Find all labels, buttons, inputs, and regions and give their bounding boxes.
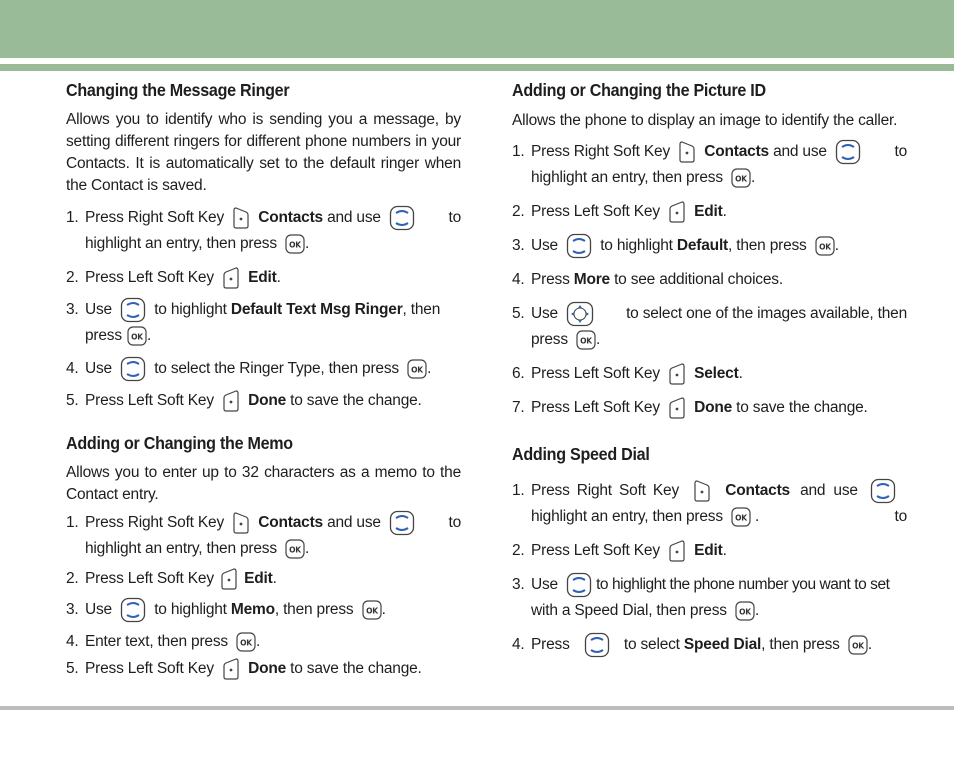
step-text: Use: [85, 360, 112, 378]
navigation-key-icon: [389, 510, 415, 536]
step-4: [66, 629, 461, 654]
step-text: .: [867, 636, 872, 654]
svg-text:OK: OK: [131, 332, 143, 342]
navigation-key-icon: [566, 233, 592, 259]
step-text: Press: [531, 636, 570, 654]
step-text: .: [427, 360, 432, 378]
step-number: 3.: [66, 301, 79, 318]
step-text: highlight an entry, then press: [85, 540, 277, 557]
navigation-key-icon: [120, 356, 146, 382]
section-memo: [66, 433, 461, 681]
soft-key-icon: [668, 539, 686, 563]
step-2: [512, 199, 907, 224]
step-text: to: [894, 143, 907, 160]
step-number: 1.: [66, 514, 79, 531]
svg-text:OK: OK: [735, 174, 747, 184]
step-text: Press Left Soft Key: [85, 570, 214, 587]
step-bold: Memo: [230, 601, 275, 619]
step-text: .: [834, 237, 839, 255]
step-text: Use: [85, 601, 112, 619]
soft-key-icon: [232, 206, 250, 230]
step-number: 3.: [512, 237, 525, 254]
section-picture-id: [512, 80, 907, 420]
step-text: Press Left Soft Key: [85, 660, 214, 677]
step-bold: Default Text Msg Ringer: [230, 301, 403, 319]
step-text: .: [147, 327, 152, 344]
ok-key-icon: [815, 236, 835, 256]
step-text: Enter text, then press: [85, 633, 228, 650]
navigation-key-icon: [870, 478, 896, 504]
step-bold: Select: [694, 365, 739, 382]
step-text: to save the change.: [290, 660, 422, 677]
step-text: to select the Ringer Type, then press: [154, 360, 399, 378]
step-text: .: [305, 540, 310, 557]
step-text: Press Left Soft Key: [85, 392, 214, 409]
step-number: 4.: [66, 633, 79, 650]
step-text: .: [256, 633, 261, 650]
ok-key-icon: [285, 234, 305, 254]
step-text: press: [85, 327, 122, 344]
step-text: , then: [402, 301, 441, 319]
soft-key-icon: [222, 389, 240, 413]
step-text: .: [754, 602, 760, 619]
step-text: Press Left Soft Key: [531, 542, 660, 559]
step-text: highlight an entry, then press: [531, 508, 723, 525]
step-text: Press Right Soft Key: [531, 143, 671, 161]
navigation-key-icon: [566, 572, 592, 598]
svg-text:OK: OK: [739, 607, 751, 617]
step-1: [66, 510, 461, 561]
step-bold: Contacts: [258, 514, 323, 532]
ok-key-icon: [127, 326, 147, 346]
ok-key-icon: [735, 601, 755, 621]
step-3: [66, 297, 461, 348]
section-intro: Allows the phone to display an image to identify the caller.: [512, 112, 898, 129]
step-number: 2.: [512, 542, 525, 559]
step-2: [66, 566, 461, 591]
step-text: to highlight the phone number you want to set: [596, 576, 890, 594]
step-5: [66, 388, 461, 413]
step-bold: Done: [248, 660, 287, 677]
step-text: .: [596, 331, 601, 348]
svg-text:OK: OK: [289, 545, 301, 555]
step-bold: Done: [694, 399, 733, 416]
step-text: highlight an entry, then press: [531, 169, 723, 186]
step-text: to save the change.: [290, 392, 422, 409]
step-bold: Contacts: [258, 209, 323, 227]
step-number: 6.: [512, 365, 525, 382]
section-title: Adding Speed Dial: [512, 444, 650, 464]
step-number: 5.: [66, 392, 79, 409]
step-text: to highlight: [600, 237, 673, 255]
svg-text:OK: OK: [735, 513, 747, 523]
step-text: to highlight: [154, 601, 227, 619]
step-bold: Done: [248, 392, 287, 409]
step-text: and use: [327, 209, 381, 227]
step-text: to highlight: [154, 301, 227, 319]
step-number: 3.: [66, 601, 79, 618]
section-title: Adding or Changing the Memo: [66, 433, 293, 453]
step-bold: More: [573, 271, 610, 288]
step-7: [512, 395, 907, 420]
soft-key-icon: [222, 266, 240, 290]
step-text: Press Right Soft Key: [85, 514, 225, 532]
step-text: to see additional choices.: [614, 271, 783, 288]
step-number: 7.: [512, 399, 525, 416]
step-5: [512, 301, 907, 352]
step-1: [512, 478, 907, 529]
step-text: .: [276, 269, 281, 286]
step-text: .: [722, 203, 727, 220]
step-3: [66, 597, 461, 623]
step-6: [512, 361, 907, 386]
step-text: Use: [85, 301, 112, 319]
section-title: Adding or Changing the Picture ID: [512, 80, 766, 100]
step-text: .: [305, 235, 310, 252]
step-4: [66, 356, 461, 382]
step-text: .: [755, 508, 760, 525]
step-bold: Edit: [244, 570, 273, 587]
step-4: [512, 632, 907, 658]
step-text: to select: [623, 636, 680, 654]
step-number: 3.: [512, 576, 525, 593]
step-1: [66, 205, 461, 256]
svg-text:OK: OK: [365, 606, 378, 616]
step-text: Press Right Soft Key: [85, 209, 225, 227]
step-2: [66, 265, 461, 290]
svg-text:OK: OK: [411, 365, 423, 375]
svg-text:OK: OK: [580, 336, 592, 346]
step-bold: Edit: [248, 269, 277, 286]
step-text: Press Right Soft Key: [531, 482, 680, 500]
soft-key-icon: [668, 396, 686, 420]
soft-key-icon: [232, 511, 250, 535]
step-1: [512, 139, 907, 190]
step-text: .: [751, 169, 756, 186]
navigation-key-icon: [120, 297, 146, 323]
step-text: with a Speed Dial, then press: [531, 602, 727, 619]
step-number: 5.: [66, 660, 79, 677]
ok-key-icon: [731, 168, 751, 188]
step-text: .: [381, 601, 386, 619]
step-text: , then press: [728, 237, 807, 255]
step-bold: Contacts: [704, 143, 769, 161]
section-message-ringer: [66, 80, 461, 413]
soft-key-icon: [693, 479, 711, 503]
step-text: to: [448, 514, 461, 531]
step-number: 2.: [66, 570, 79, 587]
ok-key-icon: [731, 507, 751, 527]
section-intro: Allows you to identify who is sending you a message, by setting different ringers for different phone numbers in your Contacts. It is automatically set to the default ringer when the Contact is saved.: [66, 111, 461, 194]
section-intro: Allows you to enter up to 32 characters as a memo to the Contact entry.: [66, 464, 461, 503]
step-text: highlight an entry, then press: [85, 235, 277, 252]
soft-key-icon: [668, 362, 686, 386]
navigation-key-icon: [835, 139, 861, 165]
step-text: , then press: [274, 601, 354, 619]
footer-rule: [0, 706, 954, 710]
ok-key-icon: [236, 632, 256, 652]
step-text: to select one of the images available, then: [626, 305, 907, 322]
step-text: Press: [531, 271, 570, 288]
step-text: to: [448, 209, 461, 226]
step-number: 4.: [66, 360, 79, 377]
navigation-key-icon: [389, 205, 415, 231]
svg-text:OK: OK: [240, 638, 252, 648]
navigation-key-icon: [584, 632, 610, 658]
step-number: 2.: [512, 203, 525, 220]
svg-text:OK: OK: [289, 240, 301, 250]
navigation-key-icon: [120, 597, 146, 623]
step-text: .: [272, 570, 277, 587]
soft-key-icon: [678, 140, 696, 164]
soft-key-icon: [668, 200, 686, 224]
step-text: and use: [327, 514, 381, 532]
svg-text:OK: OK: [851, 641, 864, 651]
step-number: 1.: [66, 209, 79, 226]
step-text: Press Left Soft Key: [531, 365, 660, 382]
step-text: Use: [531, 237, 558, 255]
step-bold: Edit: [694, 203, 723, 220]
step-number: 4.: [512, 636, 525, 653]
ok-key-icon: [362, 600, 382, 620]
step-text: Use: [531, 576, 558, 594]
step-2: [512, 538, 907, 563]
step-number: 2.: [66, 269, 79, 286]
step-number: 1.: [512, 482, 525, 499]
header-band: [0, 0, 954, 58]
step-number: 1.: [512, 143, 525, 160]
step-text: , then press: [761, 636, 840, 654]
step-text: .: [738, 365, 743, 382]
step-5: [66, 656, 461, 681]
ok-key-icon: [285, 539, 305, 559]
step-number: 5.: [512, 305, 525, 322]
ok-key-icon: [407, 359, 427, 379]
soft-key-icon: [220, 567, 238, 591]
section-title: Changing the Message Ringer: [66, 80, 290, 100]
step-bold: Contacts: [725, 482, 790, 500]
header-rule: [0, 64, 954, 71]
step-3: [512, 572, 907, 623]
section-speed-dial: [512, 444, 907, 658]
soft-key-icon: [222, 657, 240, 681]
step-text: Use: [531, 305, 558, 323]
step-bold: Speed Dial: [683, 636, 762, 654]
step-text: .: [722, 542, 727, 559]
step-text: and use: [773, 143, 827, 161]
ok-key-icon: [848, 635, 868, 655]
step-4: [512, 267, 907, 292]
step-text: and use: [800, 482, 858, 500]
step-text: Press Left Soft Key: [85, 269, 214, 286]
ok-key-icon: [576, 330, 596, 350]
step-text: to save the change.: [736, 399, 868, 416]
step-text: Press Left Soft Key: [531, 399, 660, 416]
step-3: [512, 233, 907, 259]
step-bold: Edit: [694, 542, 723, 559]
step-bold: Default: [676, 237, 729, 255]
four-way-navigation-key-icon: [566, 301, 594, 327]
svg-text:OK: OK: [818, 242, 831, 252]
step-number: 4.: [512, 271, 525, 288]
step-text: press: [531, 331, 568, 348]
step-text: to: [894, 508, 907, 525]
step-text: Press Left Soft Key: [531, 203, 660, 220]
